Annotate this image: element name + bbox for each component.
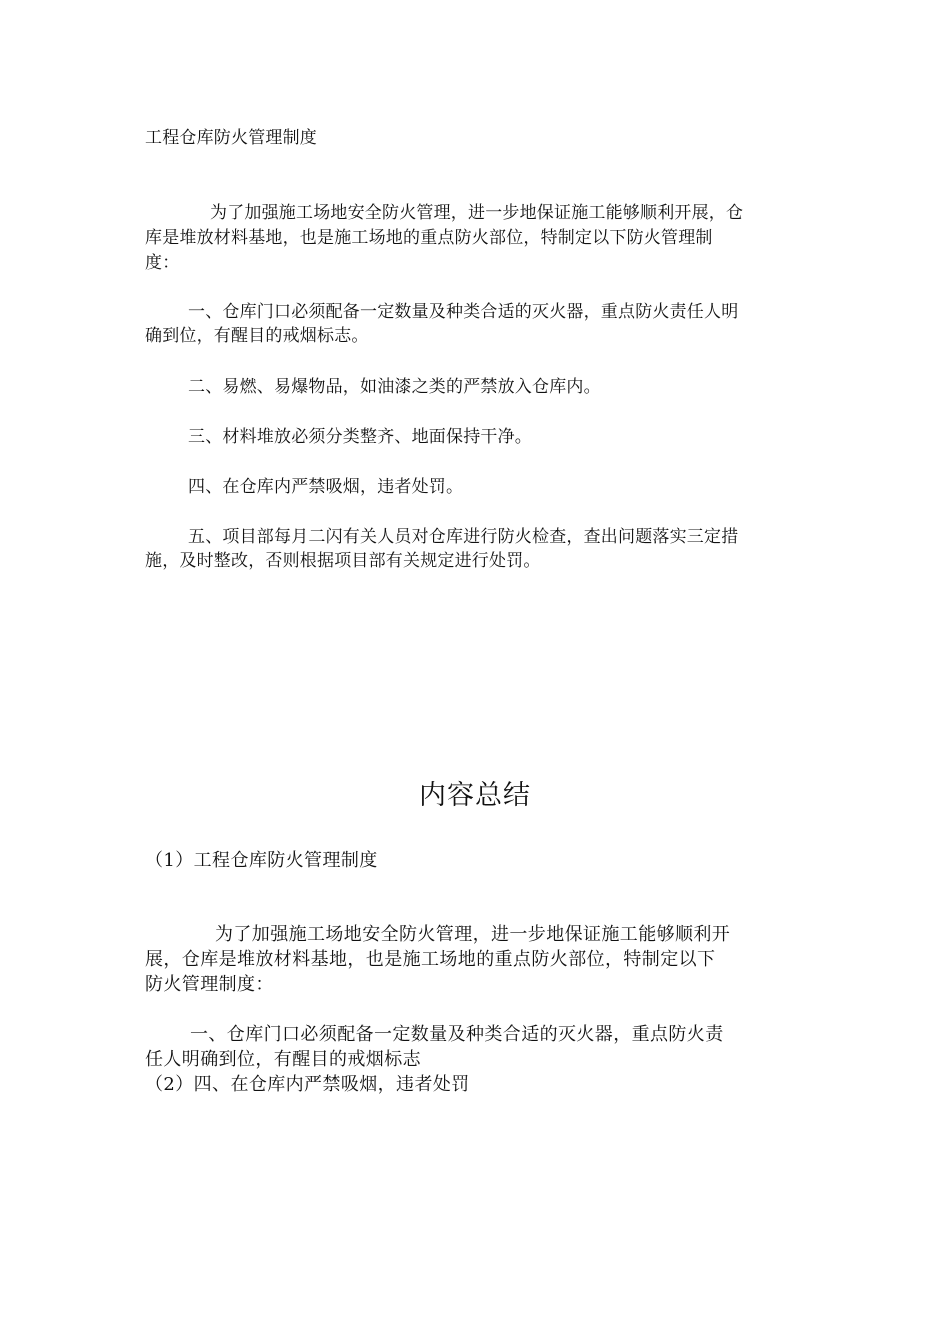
- document-title: 工程仓库防火管理制度: [145, 128, 317, 148]
- summary-title: 内容总结: [419, 780, 531, 811]
- summary-item-1-heading: （1）工程仓库防火管理制度: [145, 850, 378, 871]
- summary-item-2: （2）四、在仓库内严禁吸烟，违者处罚: [145, 1074, 470, 1095]
- rule-1-line-1: 一、仓库门口必须配备一定数量及种类合适的灭火器，重点防火责任人明: [188, 302, 739, 322]
- rule-5-line-1: 五、项目部每月二闪有关人员对仓库进行防火检查，查出问题落实三定措: [188, 527, 739, 547]
- rule-1-line-2: 确到位，有醒目的戒烟标志。: [145, 326, 369, 346]
- summary-intro-line-2: 展，仓库是堆放材料基地，也是施工场地的重点防火部位，特制定以下: [145, 949, 716, 970]
- summary-rule-1-line-1: 一、仓库门口必须配备一定数量及种类合适的灭火器，重点防火责: [190, 1024, 724, 1045]
- rule-2: 二、易燃、易爆物品，如油漆之类的严禁放入仓库内。: [188, 377, 601, 397]
- summary-intro-line-1: 为了加强施工场地安全防火管理，进一步地保证施工能够顺利开: [215, 924, 731, 945]
- intro-line-2: 库是堆放材料基地，也是施工场地的重点防火部位，特制定以下防火管理制: [145, 228, 713, 248]
- intro-line-1: 为了加强施工场地安全防火管理，进一步地保证施工能够顺利开展，仓: [210, 203, 744, 223]
- summary-rule-1-line-2: 任人明确到位，有醒目的戒烟标志: [145, 1049, 421, 1070]
- rule-3: 三、材料堆放必须分类整齐、地面保持干净。: [188, 427, 532, 447]
- summary-intro-line-3: 防火管理制度：: [145, 974, 274, 995]
- rule-4: 四、在仓库内严禁吸烟，违者处罚。: [188, 477, 464, 497]
- rule-5-line-2: 施，及时整改，否则根据项目部有关规定进行处罚。: [145, 551, 541, 571]
- intro-line-3: 度：: [145, 253, 180, 273]
